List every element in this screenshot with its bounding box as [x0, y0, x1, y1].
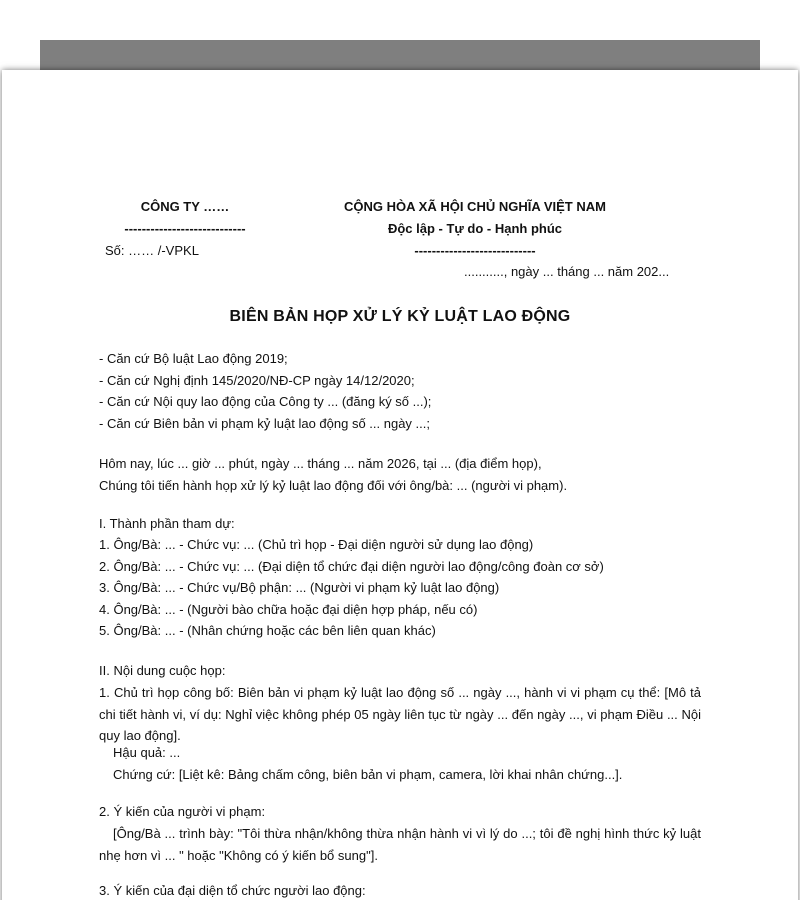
nation-rule: ----------------------------	[414, 243, 536, 258]
participant-item: 3. Ông/Bà: ... - Chức vụ/Bộ phận: ... (Người vi phạm kỷ luật lao động)	[99, 580, 500, 596]
evidence-line: Chứng cứ: [Liệt kê: Bảng chấm công, biên bản vi phạm, camera, lời khai nhân chứng...].	[113, 767, 623, 782]
opening-paragraph	[99, 453, 701, 496]
participant-item: 2. Ông/Bà: ... - Chức vụ: ... (Đại diện tổ chức đại diện người lao động/công đoàn cơ sở)	[99, 558, 604, 574]
section-1-heading: I. Thành phần tham dự:	[99, 516, 235, 531]
meeting-announcement: 1. Chủ trì họp công bố: Biên bản vi phạm kỷ luật lao động số ... ngày ..., hành vi vi phạm cụ thể: [Mô tả chi tiết hành vi, ví dụ: Nghỉ việc không phép 05 ngày liên tục từ ngày ... đến ngày ..., vi phạm Điều ... Nội quy lao động].	[99, 685, 701, 744]
opening-line: Chúng tôi tiến hành họp xử lý kỷ luật lao động đối với ông/bà: ... (người vi phạm).	[99, 477, 568, 493]
consequence-line: Hậu quả: ...	[113, 745, 181, 760]
participants-list	[99, 534, 701, 642]
date-line: ..........., ngày ... tháng ... năm 202...	[464, 264, 670, 279]
document-title: BIÊN BẢN HỌP XỬ LÝ KỶ LUẬT LAO ĐỘNG	[229, 308, 571, 325]
violator-opinion-text: [Ông/Bà ... trình bày: "Tôi thừa nhận/không thừa nhận hành vi vì lý do ...; tôi đề nghị hình thức kỷ luật nhẹ hơn vì ... " hoặc "Không có ý kiến bổ sung"].	[99, 826, 701, 863]
participant-item: 4. Ông/Bà: ... - (Người bào chữa hoặc đại diện hợp pháp, nếu có)	[99, 601, 478, 617]
participant-item: 1. Ông/Bà: ... - Chức vụ: ... (Chủ trì họp - Đại diện người sử dụng lao động)	[99, 537, 534, 552]
legal-basis-item: - Căn cứ Nội quy lao động của Công ty ... (đăng ký số ...);	[99, 394, 432, 410]
section-2-heading: II. Nội dung cuộc họp:	[99, 663, 226, 678]
participant-item: 5. Ông/Bà: ... - (Nhân chứng hoặc các bên liên quan khác)	[99, 623, 436, 639]
company-rule: ----------------------------	[124, 221, 246, 236]
national-motto: Độc lập - Tự do - Hạnh phúc	[387, 221, 563, 236]
legal-bases-list	[99, 348, 701, 434]
opening-line: Hôm nay, lúc ... giờ ... phút, ngày ... tháng ... năm 2026, tại ... (địa điểm họp),	[99, 456, 542, 471]
legal-basis-item: - Căn cứ Biên bản vi phạm kỷ luật lao động số ... ngày ...;	[99, 415, 430, 431]
document-toolbar-shadow	[40, 40, 760, 74]
nation-name: CỘNG HÒA XÃ HỘI CHỦ NGHĨA VIỆT NAM	[344, 199, 606, 214]
document-number: Số: …… /-VPKL	[105, 243, 199, 258]
legal-basis-item: - Căn cứ Nghị định 145/2020/NĐ-CP ngày 14/12/2020;	[99, 372, 415, 388]
legal-basis-item: - Căn cứ Bộ luật Lao động 2019;	[99, 351, 288, 366]
violator-opinion-heading: 2. Ý kiến của người vi phạm:	[99, 804, 266, 819]
document-page	[2, 70, 798, 900]
union-opinion-heading: 3. Ý kiến của đại diện tổ chức người lao động:	[99, 883, 366, 898]
company-name: CÔNG TY ……	[140, 199, 230, 214]
